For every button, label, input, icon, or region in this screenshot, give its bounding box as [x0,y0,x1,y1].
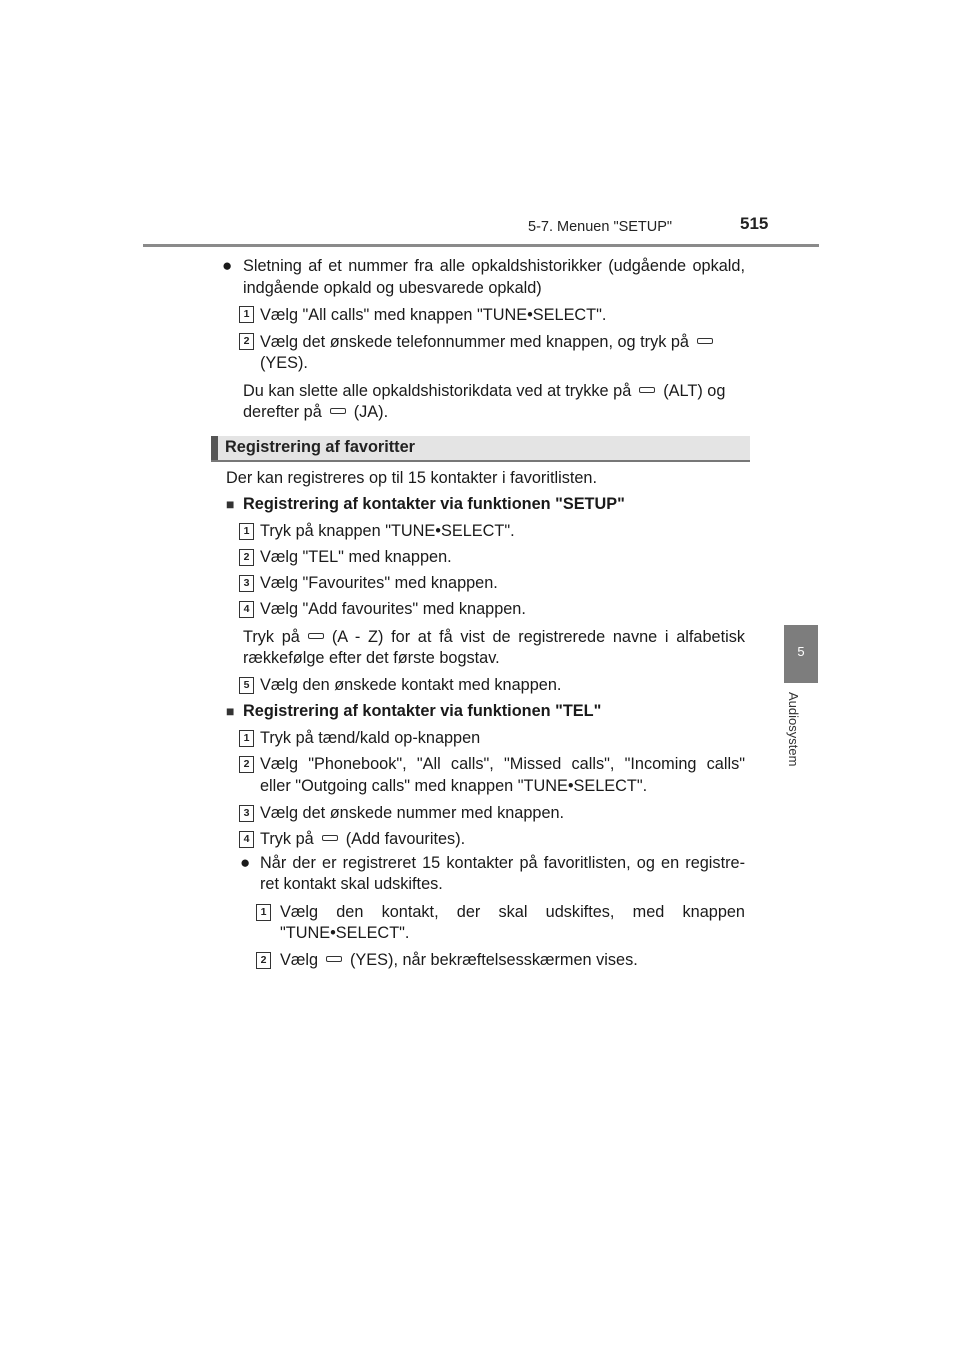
softkey-button-icon [697,338,713,344]
note-text-part: Du kan slette alle opkaldshistorikdata ved at trykke på [243,382,632,400]
step-text [280,950,638,970]
softkey-button-icon [330,408,346,414]
step-text: Vælg "Phonebook", "All calls", "Missed calls", "Incoming calls" [260,755,745,773]
bullet-text: ret kontakt skal udskiftes. [260,875,443,893]
note-text [243,402,388,422]
bullet-text: Sletning af et nummer fra alle opkaldshistorikker (udgående opkald, [243,257,745,275]
note-text-part: (ALT) og [663,382,726,400]
step-number-box: 4 [239,831,254,848]
square-bullet-icon: ■ [226,496,235,512]
step-text: Vælg "All calls" med knappen "TUNE•SELECT". [260,306,607,324]
step-text: Vælg "Add favourites" med knappen. [260,600,526,618]
step-number-box: 2 [239,549,254,566]
softkey-button-icon [639,387,655,393]
step-number-box: 2 [239,756,254,773]
bullet-dot-icon: ● [222,256,233,275]
step-text: Tryk på tænd/kald op-knappen [260,729,481,747]
step-text: eller "Outgoing calls" med knappen "TUNE•SELECT". [260,777,648,795]
step-number-box: 4 [239,601,254,618]
softkey-button-icon [308,633,324,639]
step-number-box: 1 [239,523,254,540]
running-header-section: 5-7. Menuen "SETUP" [528,219,673,235]
step-text [260,332,745,352]
step-text: "TUNE•SELECT". [280,924,410,942]
step-text: Vælg "Favourites" med knappen. [260,574,498,592]
softkey-button-icon [326,956,342,962]
chapter-tab-label: Audiosystem [786,692,801,767]
note-text-part: (JA). [353,403,389,421]
step-text-part: Vælg det ønskede telefonnummer med knappen, og tryk på [260,333,689,351]
step-number-box: 3 [239,805,254,822]
note-text [243,381,725,401]
section-heading-accent [211,436,218,460]
section-title: Registrering af favoritter [225,438,415,456]
step-text-part: (YES), når bekræftelsesskærmen vises. [350,951,638,969]
note-text-part: (A - Z) for at få vist de registrerede navne i alfabetisk [331,628,745,646]
step-text-part: Tryk på [260,830,314,848]
bullet-text: Når der er registreret 15 kontakter på favoritlisten, og en registre- [260,854,745,872]
note-text [243,627,745,647]
bullet-dot-icon: ● [240,853,251,872]
section-heading-bar [211,436,750,462]
step-number-box: 2 [256,952,271,969]
step-text: Vælg det ønskede nummer med knappen. [260,804,565,822]
step-number-box: 1 [239,306,254,323]
section-intro: Der kan registreres op til 15 kontakter i favoritlisten. [226,469,598,487]
square-bullet-icon: ■ [226,703,235,719]
chapter-tab-number: 5 [797,644,805,659]
step-number-box: 3 [239,575,254,592]
step-text: (YES). [260,354,308,372]
step-number-box: 1 [256,904,271,921]
step-text: Vælg "TEL" med knappen. [260,548,452,566]
note-text: rækkefølge efter det første bogstav. [243,649,500,667]
step-text: Vælg den ønskede kontakt med knappen. [260,676,562,694]
step-text: Tryk på knappen "TUNE•SELECT". [260,522,515,540]
step-number-box: 1 [239,730,254,747]
subsection-heading: Registrering af kontakter via funktionen "SETUP" [243,495,625,513]
subsection-heading: Registrering af kontakter via funktionen "TEL" [243,702,602,720]
step-number-box: 2 [239,333,254,350]
step-text-part: (Add favourites). [345,830,466,848]
softkey-button-icon [322,835,338,841]
bullet-text: indgående opkald og ubesvarede opkald) [243,279,542,297]
note-text-part: Tryk på [243,628,300,646]
step-text: Vælg den kontakt, der skal udskiftes, med knappen [280,903,745,921]
step-number-box: 5 [239,677,254,694]
step-text-part: Vælg [280,951,319,969]
note-text-part: derefter på [243,403,322,421]
page-number: 515 [740,214,769,233]
header-rule [143,244,819,247]
step-text [260,829,465,849]
